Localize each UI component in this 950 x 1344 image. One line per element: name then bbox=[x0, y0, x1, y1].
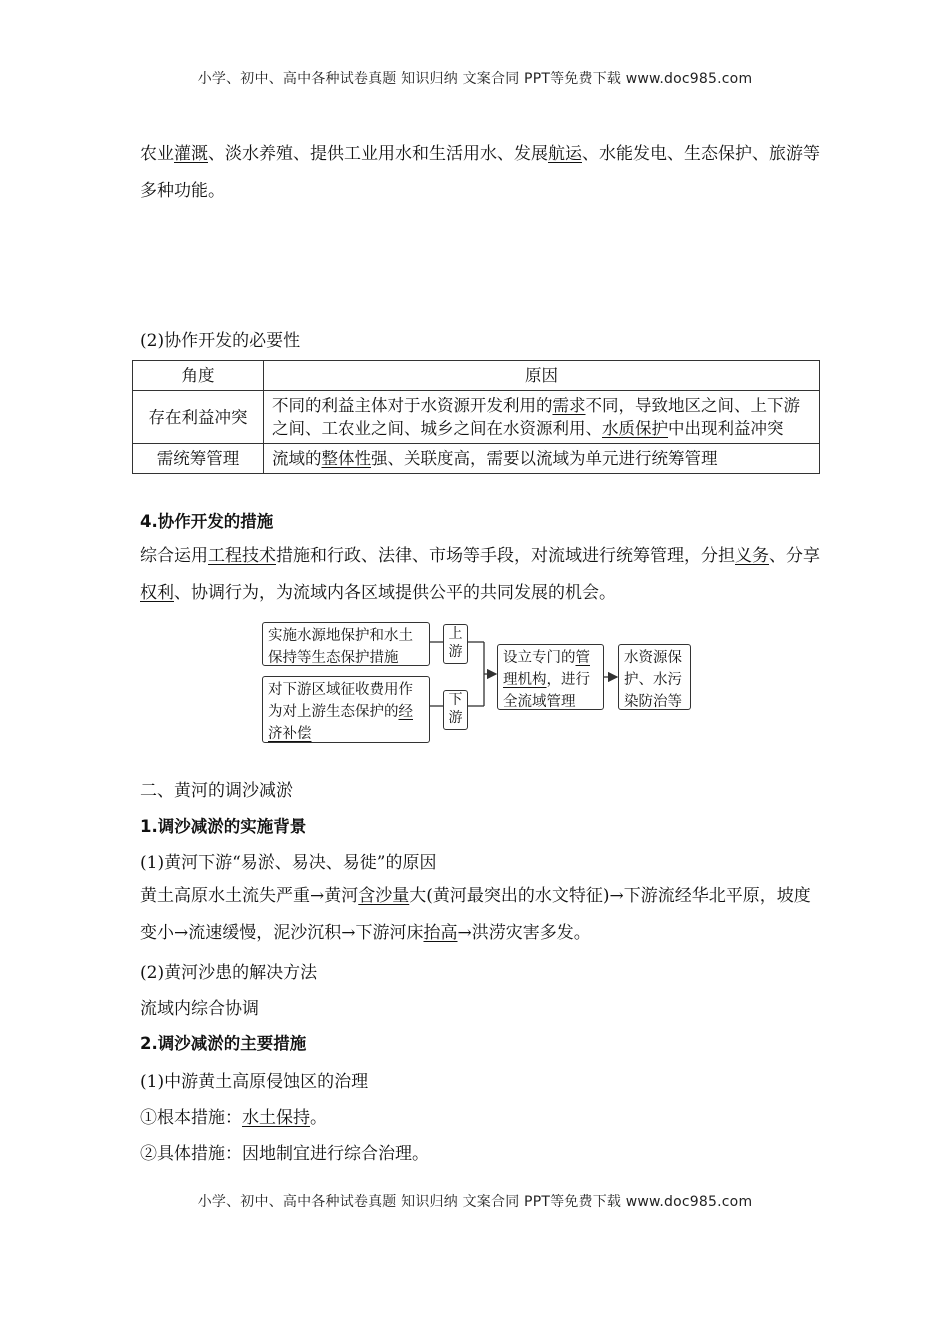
answer-water-quality: 水质保护 bbox=[602, 419, 668, 438]
page-footer: 小学、初中、高中各种试卷真题 知识归纳 文案合同 PPT等免费下载 www.doc985.com bbox=[197, 1194, 753, 1210]
row-angle-management: 需统筹管理 bbox=[133, 444, 264, 474]
upstream-measure-box: 实施水源地保护和水土保持等生态保护措施 bbox=[262, 622, 430, 666]
cause-paragraph: 黄土高原水土流失严重→黄河含沙量大(黄河最突出的水文特征)→下游流经华北平原，坡度变小→流速缓慢，泥沙沉积→下游河床抬高→洪涝灾害多发。 bbox=[140, 886, 811, 943]
row-reason-management: 流域的整体性强、关联度高，需要以流域为单元进行统筹管理 bbox=[264, 444, 820, 474]
section-2-title: 二、黄河的调沙减淤 bbox=[140, 781, 293, 801]
answer-management-agency: 管理机构 bbox=[503, 650, 590, 688]
answer-integrity: 整体性 bbox=[321, 449, 371, 468]
answer-rights: 权利 bbox=[140, 583, 174, 603]
answer-irrigation: 灌溉 bbox=[174, 144, 208, 164]
answer-compensation: 经济补偿 bbox=[268, 704, 413, 742]
root-measure: ①根本措施：水土保持。 bbox=[140, 1108, 327, 1128]
solution-text: 流域内综合协调 bbox=[140, 999, 259, 1019]
cause-subheading: (1)黄河下游“易淤、易决、易徙”的原因 bbox=[140, 853, 437, 873]
management-box: 设立专门的管理机构，进行全流域管理 bbox=[497, 644, 604, 710]
measures-2-heading: 2.调沙减淤的主要措施 bbox=[140, 1034, 307, 1053]
measures-paragraph: 综合运用工程技术措施和行政、法律、市场等手段，对流域进行统筹管理，分担义务、分享权利、协调行为，为流域内各区域提供公平的共同发展的机会。 bbox=[140, 546, 820, 603]
header-angle: 角度 bbox=[133, 361, 264, 391]
intro-text-1: 农业 bbox=[140, 144, 174, 164]
header-reason: 原因 bbox=[264, 361, 820, 391]
result-box: 水资源保护、水污染防治等 bbox=[618, 644, 691, 710]
loess-subheading: (1)中游黄土高原侵蚀区的治理 bbox=[140, 1072, 369, 1092]
background-heading: 1.调沙减淤的实施背景 bbox=[140, 817, 307, 836]
answer-raised: 抬高 bbox=[423, 923, 458, 943]
answer-engineering: 工程技术 bbox=[208, 546, 276, 566]
downstream-label: 下游 bbox=[443, 690, 468, 730]
upstream-label: 上游 bbox=[443, 624, 468, 664]
answer-soil-conservation: 水土保持 bbox=[242, 1108, 310, 1128]
page-header: 小学、初中、高中各种试卷真题 知识归纳 文案合同 PPT等免费下载 www.doc985.com bbox=[197, 71, 753, 87]
specific-measure: ②具体措施：因地制宜进行综合治理。 bbox=[140, 1144, 429, 1164]
answer-obligations: 义务 bbox=[735, 546, 769, 566]
measures-heading: 4.协作开发的措施 bbox=[140, 512, 274, 531]
answer-demand: 需求 bbox=[552, 396, 586, 415]
intro-text-2: 、淡水养殖、提供工业用水和生活用水、发展 bbox=[208, 144, 548, 164]
intro-text-3: 、水能发电、生态保护、旅游等多种功能。 bbox=[140, 144, 820, 201]
downstream-measure-box: 对下游区域征收费用作为对上游生态保护的经济补偿 bbox=[262, 676, 430, 743]
solution-subheading: (2)黄河沙患的解决方法 bbox=[140, 963, 318, 983]
answer-sediment-content: 含沙量 bbox=[358, 886, 410, 906]
row-angle-conflict: 存在利益冲突 bbox=[133, 391, 264, 444]
answer-shipping: 航运 bbox=[548, 144, 582, 164]
necessity-heading: (2)协作开发的必要性 bbox=[140, 331, 301, 351]
row-reason-conflict: 不同的利益主体对于水资源开发利用的需求不同，导致地区之间、上下游之间、工农业之间、城乡之间在水资源利用、水质保护中出现利益冲突 bbox=[264, 391, 820, 444]
